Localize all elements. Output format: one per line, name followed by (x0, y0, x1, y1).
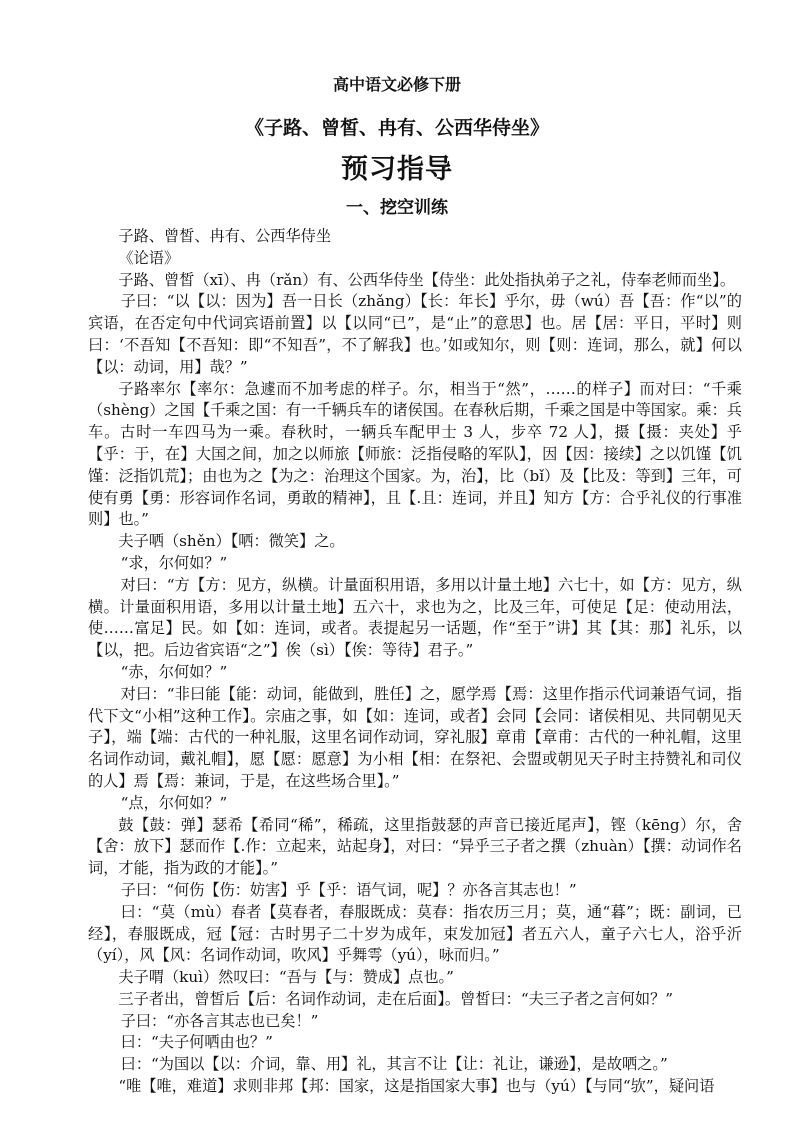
lesson-title: 《子路、曾皙、冉有、公西华侍坐》 (244, 117, 549, 139)
paragraph: 鼓【鼓：弹】瑟希【希同“稀”，稀疏，这里指鼓瑟的声音已接近尾声】，铿（kēng）尔，舍【舍：放下】瑟而作【.作：立起来，站起身】，对曰：“异乎三子者之撰（zhuàn）【撰：动词作名词，才能，指为政的才能】。” (88, 815, 742, 878)
text-body (88, 226, 742, 1098)
paragraph: 对曰：“非曰能【能：动词，能做到，胜任】之，愿学焉【焉：这里作指示代词兼语气词，指代下文“小相”这种工作】。宗庙之事，如【如：连词，或者】会同【会同：诸侯相见、共同朝见天子】，端【端：古代的一种礼服，这里名词作动词，穿礼服】章甫【章甫：古代的一种礼帽，这里名词作动词，戴礼帽】，愿【愿：愿意】为小相【相：在祭祀、会盟或朝见天子时主持赞礼和司仪的人】焉【焉：兼词，于是，在这些场合里】。” (88, 684, 742, 790)
section-heading: 一、挖空训练 (346, 198, 448, 218)
paragraph: “求，尔何如？” (120, 553, 228, 572)
paragraph: 曰：“夫子何哂由也？” (120, 1033, 273, 1052)
book-title: 高中语文必修下册 (332, 75, 461, 94)
paragraph: 子曰：“以【以：因为】吾一日长（zhǎng）【长：年长】乎尔，毋（wú）吾【吾：作“以”的宾语，在否定句中代词宾语前置】以【以同“已”，是“止”的意思】也。居【居：平日，平时】则曰：‘不吾知【不吾知：即“不知吾”，不了解我】也。’如或知尔，则【则：连词，那么，就】何以【以：动词，用】哉？” (88, 292, 742, 376)
page-title: 预习指导 (341, 154, 453, 185)
paragraph: 子路、曾皙（xī）、冉（rǎn）有、公西华侍坐【侍坐：此处指执弟子之礼，侍奉老师而坐】。 (118, 270, 736, 289)
paragraph: “赤，尔何如？” (120, 662, 228, 681)
paragraph: 《论语》 (118, 248, 180, 267)
paragraph: 三子者出，曾皙后【后：名词作动词，走在后面】。曾皙曰：“夫三子者之言何如？” (118, 989, 674, 1008)
paragraph: 子曰：“何伤【伤：妨害】乎【乎：语气词，呢】？亦各言其志也！” (120, 880, 577, 899)
paragraph: “唯【唯，难道】求则非邦【邦：国家，这是指国家大事】也与（yú）【与同“欤”，疑问语 (118, 1077, 715, 1096)
paragraph: 夫子哂（shěn）【哂：微笑】之。 (118, 532, 345, 551)
paragraph: 曰：“为国以【以：介词，靠、用】礼，其言不让【让：礼让，谦逊】，是故哂之。” (120, 1055, 668, 1074)
paragraph: 曰：“莫（mù）春者【莫春者，春服既成：莫春：指农历三月；莫，通“暮”；既：副词，已经】，春服既成，冠【冠：古时男子二十岁为成年，束发加冠】者五六人，童子六七人，浴乎沂（yí），风【风：名词作动词，吹风】乎舞雩（yú），咏而归。” (88, 902, 742, 965)
paragraph: “点，尔何如？” (120, 793, 228, 812)
paragraph: 子路率尔【率尔：急遽而不加考虑的样子。尔，相当于“然”，……的样子】而对曰：“千乘（shèng）之国【千乘之国：有一千辆兵车的诸侯国。在春秋后期，千乘之国是中等国家。乘：兵车。古时一车四马为一乘。春秋时，一辆兵车配甲士 3 人，步卒 72 人】，摄【摄：夹处】乎【乎：于，在】大国之间，加之以师旅【师旅：泛指侵略的军队】，因【因：接续】之以饥馑【饥馑：泛指饥荒】；由也为之【为之：治理这个国家。为，治】，比（bǐ）及【比及：等到】三年，可使有勇【勇：形容词作名词，勇敢的精神】，且【.且：连词，并且】知方【方：合乎礼仪的行事准则】也。” (88, 379, 742, 529)
paragraph: 子曰：“亦各言其志也已矣！” (120, 1011, 319, 1030)
paragraph: 子路、曾皙、冉有、公西华侍坐 (118, 227, 332, 245)
paragraph: 夫子喟（kuì）然叹曰：“吾与【与：赞成】点也。” (118, 968, 454, 987)
paragraph: 对曰：“方【方：见方，纵横。计量面积用语，多用以计量土地】六七十，如【方：见方，纵横。计量面积用语，多用以计量土地】五六十，求也为之，比及三年，可使足【足：使动用法，使……富足】民。如【如：连词，或者。表提起另一话题，作“至于”讲】其【其：那】礼乐，以【以，把。后边省宾语“之”】俟（sì）【俟：等待】君子。” (88, 575, 742, 660)
